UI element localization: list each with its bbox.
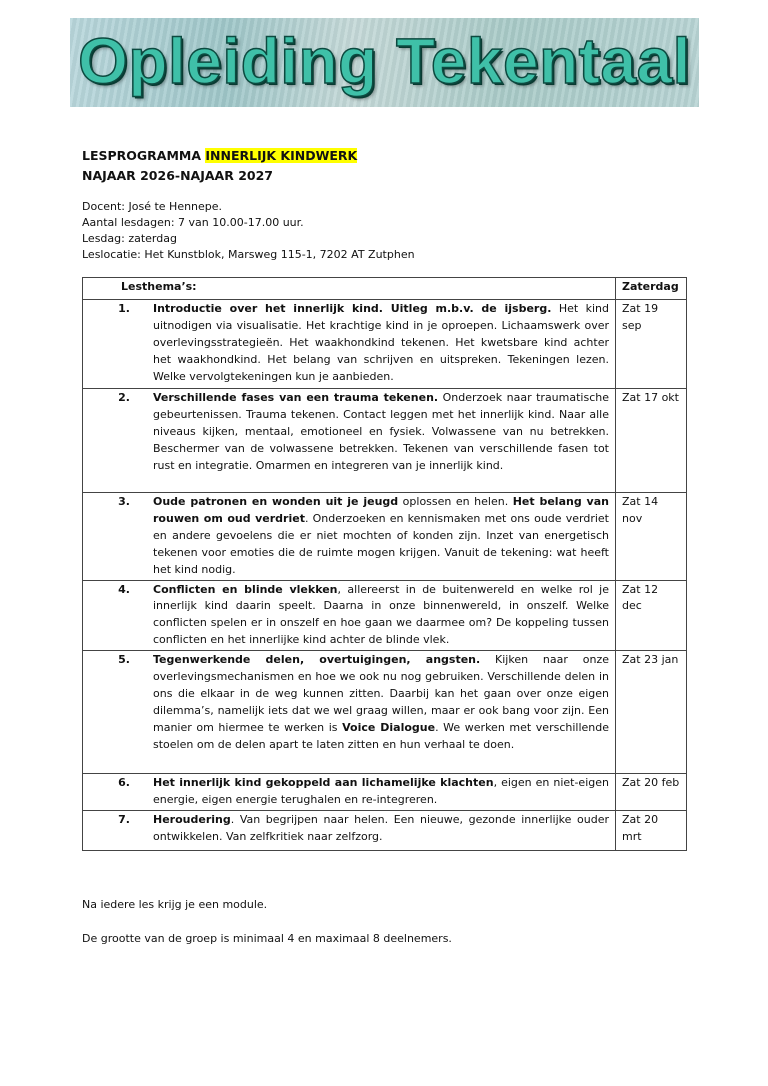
page-heading <box>82 146 357 186</box>
topic-bold: Oude patronen en wonden uit je jeugd <box>153 495 399 508</box>
table-row <box>83 810 687 850</box>
row-number: 1. <box>118 302 130 315</box>
topic-bold-2: Het belang van rouwen om oud verdriet <box>153 495 609 525</box>
table-row <box>83 389 687 493</box>
banner-title: Opleiding Tekentaal <box>78 25 691 97</box>
row-number: 4. <box>118 582 130 596</box>
footer-module-note: Na iedere les krijg je een module. <box>82 898 268 911</box>
topic-text: , eigen en niet-eigen energie, eigen energie terughalen en re-integreren. <box>153 776 609 807</box>
date-cell: Zat 12 dec <box>616 580 687 651</box>
topic-bold: Het innerlijk kind gekoppeld aan lichamelijke klachten <box>153 776 494 790</box>
topic-text: Het kind uitnodigen via visualisatie. Het krachtige kind in je oproepen. Lichaamswerk over overlevingsstrategieën. Het waakhondkind tekenen. Het kwetsbare kind achter het waakhondkind. Het belang van schrijven en uitspreken. Tekeningen lezen. Welke vervolgtekeningen kun je aanbieden. <box>153 302 609 383</box>
date-cell: Zat 20 mrt <box>616 810 687 850</box>
topic-cell <box>83 580 616 651</box>
banner-image <box>70 18 699 107</box>
topic-bold: Verschillende fases van een trauma tekenen. <box>153 391 439 404</box>
date-cell: Zat 19 sep <box>616 300 687 389</box>
topic-text: . Van begrijpen naar helen. Een nieuwe, gezonde innerlijke ouder ontwikkelen. Van zelfkritiek naar zelfzorg. <box>153 812 609 843</box>
course-info <box>82 199 415 263</box>
date-cell: Zat 23 jan <box>616 651 687 774</box>
table-row <box>83 774 687 811</box>
teacher-line: Docent: José te Hennepe. <box>82 200 223 213</box>
topic-text: Onderzoek naar traumatische gebeurtenissen. Trauma tekenen. Contact leggen met het innerlijk kind. Naar alle niveaus kijken, mentaal, emotioneel en fysiek. Volwassene van nu betrekken. Beschermer van de volwassene betrekken. Tekenen van verschillende fasen tot rust en integratie. Omarmen en integreren van je innerlijk kind. <box>153 391 609 472</box>
lesson-program-table <box>82 277 687 851</box>
row-number: 6. <box>118 776 130 790</box>
topic-cell <box>83 774 616 811</box>
date-cell: Zat 20 feb <box>616 774 687 811</box>
heading-line-1 <box>82 146 357 166</box>
topic-bold: Conflicten en blinde vlekken <box>153 582 338 596</box>
heading-line-2: NAJAAR 2026-NAJAAR 2027 <box>82 168 273 183</box>
date-cell: Zat 14 nov <box>616 493 687 581</box>
table-row <box>83 580 687 651</box>
header-topic: Lesthema’s: <box>83 278 616 300</box>
topic-cell <box>83 389 616 493</box>
heading-prefix: LESPROGRAMMA <box>82 148 206 163</box>
topic-cell <box>83 493 616 581</box>
topic-bold: Tegenwerkende delen, overtuigingen, angsten. <box>153 653 481 667</box>
lesson-days-line: Aantal lesdagen: 7 van 10.00-17.00 uur. <box>82 216 304 229</box>
lesson-day-line: Lesdag: zaterdag <box>82 232 177 245</box>
row-number: 3. <box>118 495 130 508</box>
topic-bold: Introductie over het innerlijk kind. Uitleg m.b.v. de ijsberg. <box>153 302 552 315</box>
table-row <box>83 300 687 389</box>
header-date: Zaterdag <box>616 278 687 300</box>
topic-text-mid: oplossen en helen. <box>398 495 513 508</box>
row-number: 5. <box>118 653 130 667</box>
topic-bold: Heroudering <box>153 812 231 826</box>
topic-text-mid: Kijken naar onze overlevingsmechanismen en hoe we ook nu nog gebruiken. Verschillende delen in ons die elkaar in de weg kunnen zitten. Daarbij kan het gaan over onze eigen dilemma’s, namelijk iets dat we wel graag willen, maar er ook bang voor zijn. Een manier om hiermee te werken is <box>153 653 609 734</box>
footer-group-size-note: De grootte van de groep is minimaal 4 en maximaal 8 deelnemers. <box>82 932 452 945</box>
topic-cell <box>83 300 616 389</box>
location-line: Leslocatie: Het Kunstblok, Marsweg 115-1, 7202 AT Zutphen <box>82 248 415 261</box>
row-number: 7. <box>118 812 130 826</box>
table-row <box>83 493 687 581</box>
table-row <box>83 651 687 774</box>
table-header-row <box>83 278 687 300</box>
row-number: 2. <box>118 391 130 404</box>
topic-text: . Onderzoeken en kennismaken met ons oude verdriet en andere gevoelens die er niet mochten of konden zijn. Inzet van energetisch tekenen voor emoties die de ruimte mogen krijgen. Vanuit de tekening: wat heeft het kind nodig. <box>153 511 609 576</box>
topic-text: . We werken met verschillende stoelen om de delen apart te laten zitten en hun verhaal te doen. <box>153 720 609 751</box>
topic-text: , allereerst in de buitenwereld en welke rol je innerlijk kind daarin speelt. Daarna in onze binnenwereld, in onszelf. Welke conflicten spelen er in onszelf en hoe gaan we daarmee om? De koppeling tussen conflicten en het innerlijke kind achter de blinde vlek. <box>153 582 609 647</box>
topic-cell <box>83 810 616 850</box>
date-cell: Zat 17 okt <box>616 389 687 493</box>
topic-cell <box>83 651 616 774</box>
topic-bold-2: Voice Dialogue <box>342 720 436 734</box>
heading-highlight: INNERLIJK KINDWERK <box>205 148 358 163</box>
